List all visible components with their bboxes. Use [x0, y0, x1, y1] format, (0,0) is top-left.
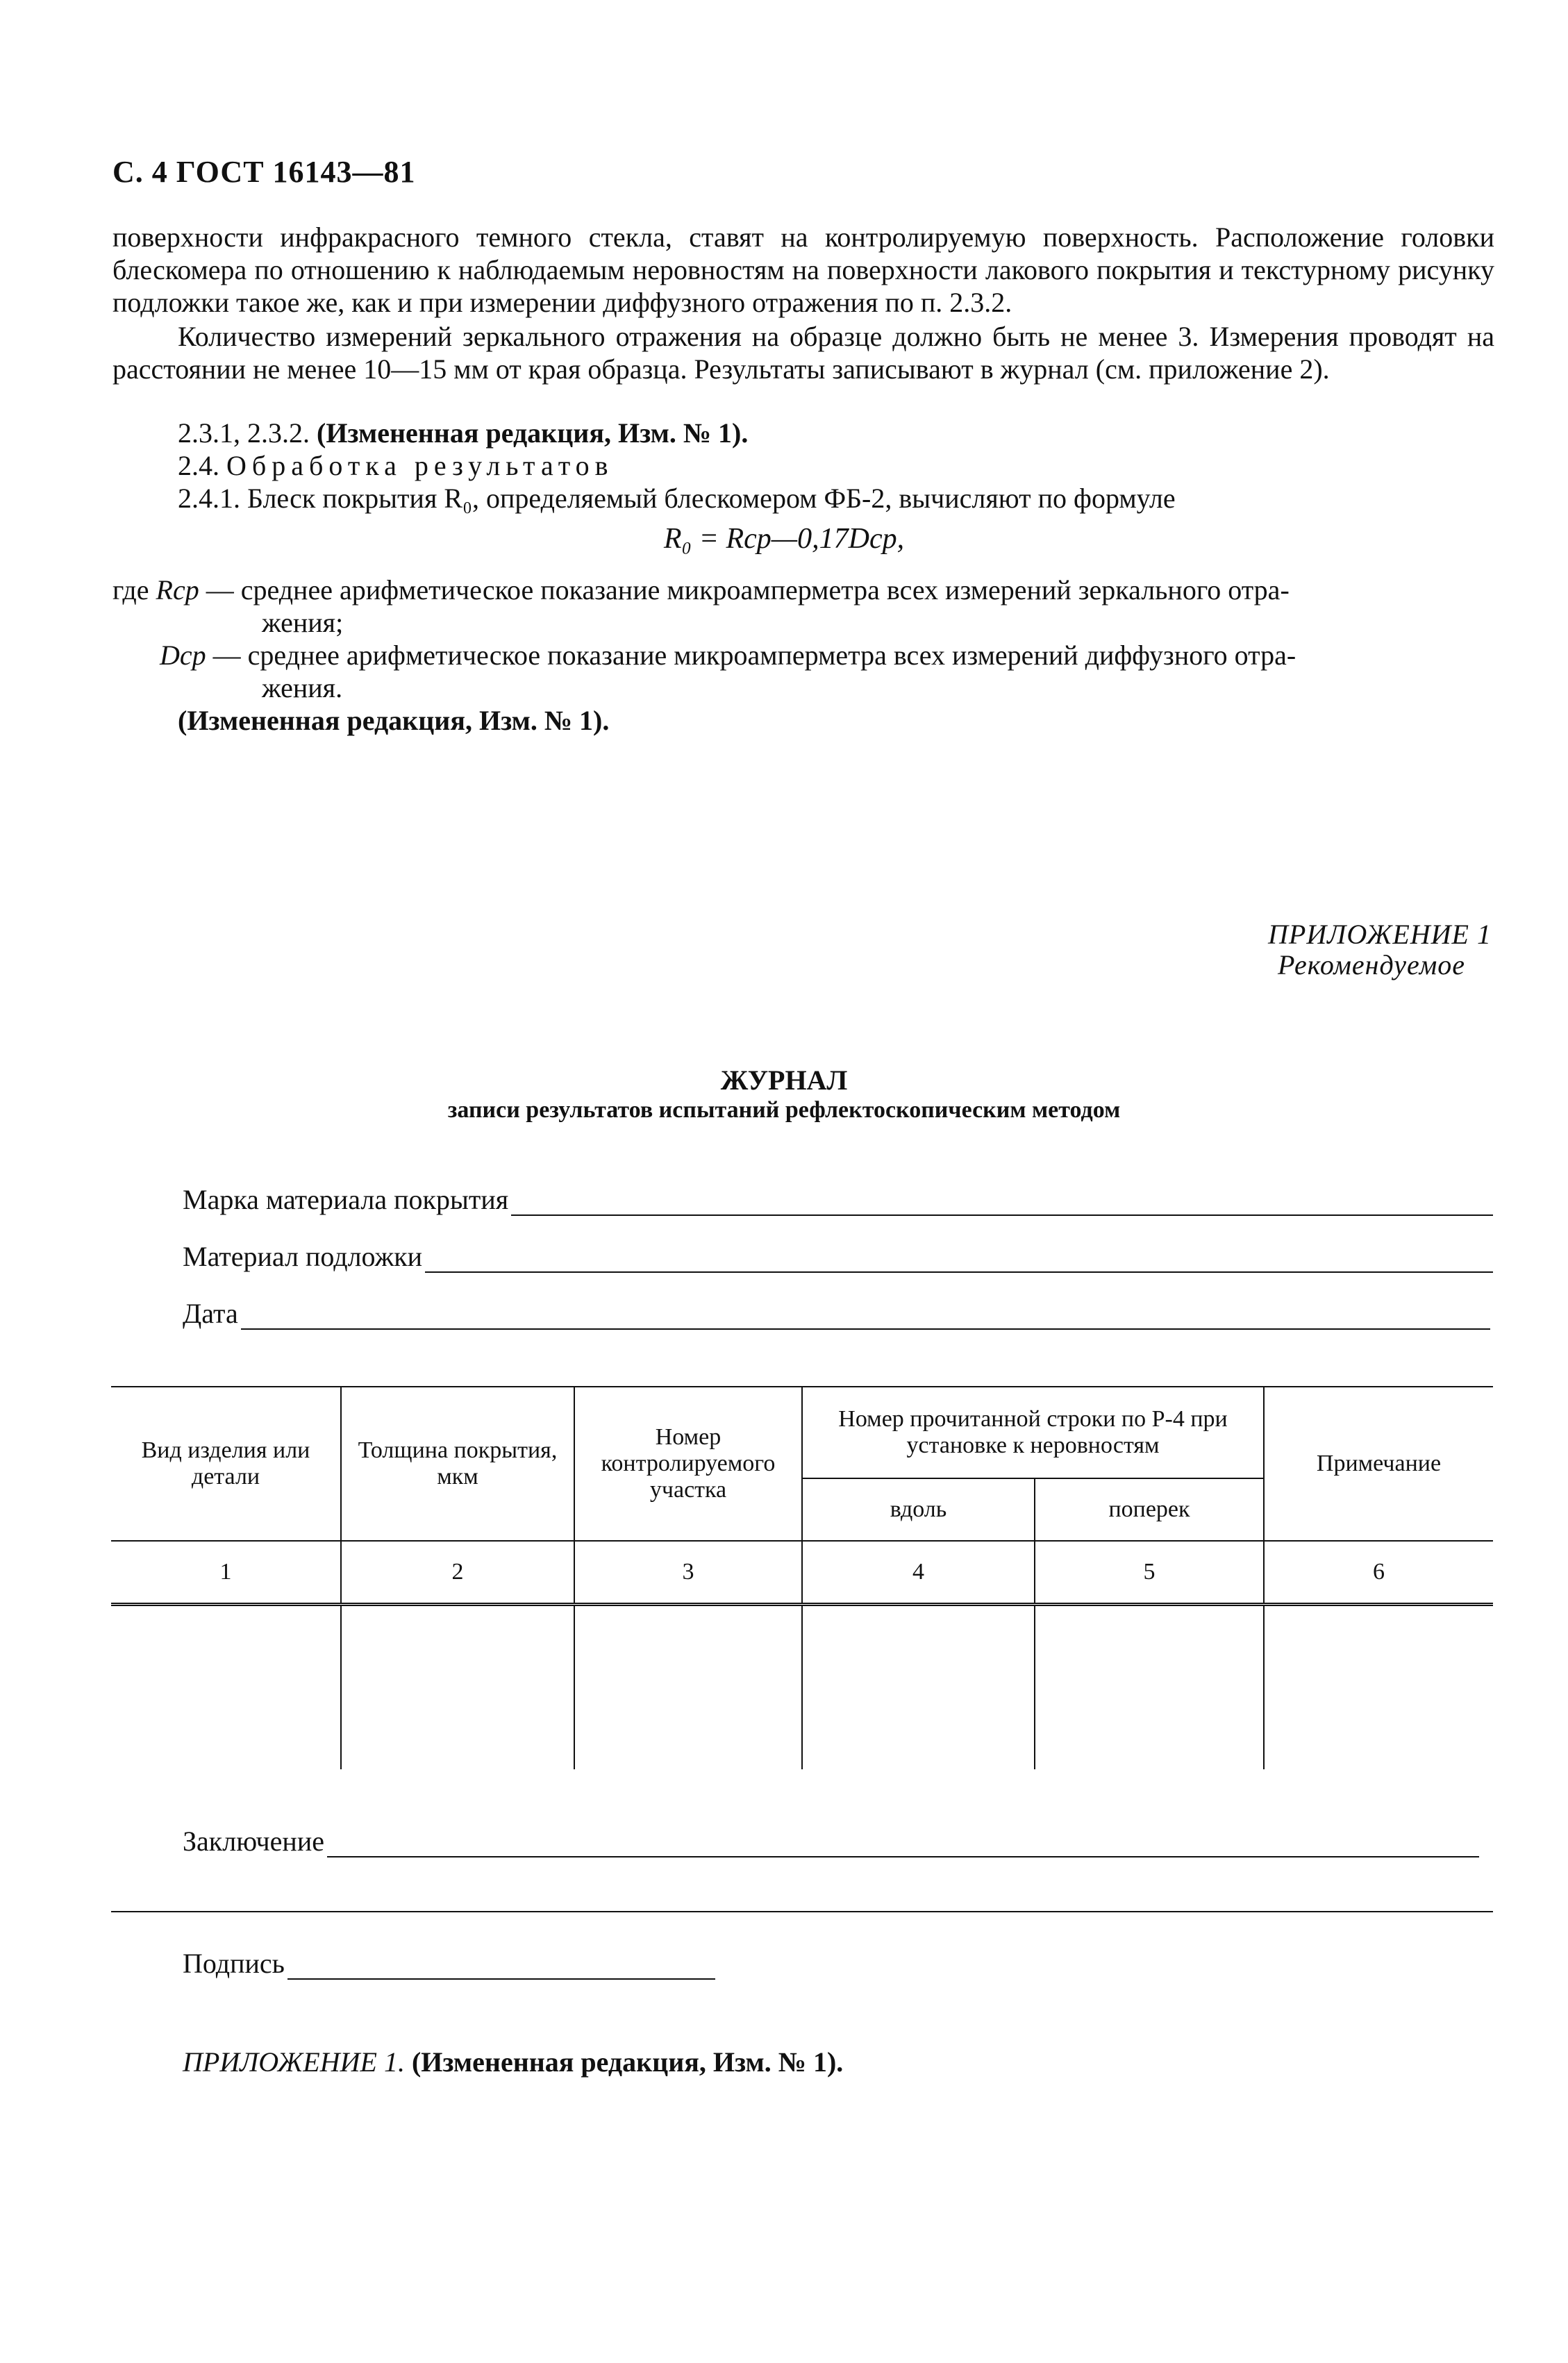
section-2-4 [178, 449, 614, 482]
col-number: 1 [111, 1541, 341, 1605]
journal-title: ЖУРНАЛ [720, 1064, 848, 1096]
definition-symbol: Dср [160, 640, 206, 671]
clause-number: 2.3.1, 2.3.2. [178, 417, 310, 449]
section-number: 2.4. [178, 450, 219, 481]
col-number: 6 [1264, 1541, 1493, 1605]
col-header-thickness: Толщина покрытия, мкм [341, 1387, 574, 1541]
definition-dsr [160, 639, 1296, 671]
col-header-note: Примечание [1264, 1387, 1493, 1541]
col-number: 3 [574, 1541, 802, 1605]
field-label: Дата [183, 1298, 238, 1329]
footer-amendment [183, 2046, 843, 2078]
fill-line[interactable] [425, 1251, 1493, 1273]
fill-line[interactable] [287, 1957, 715, 1980]
fill-line[interactable] [327, 1835, 1479, 1857]
field-conclusion [183, 1825, 1479, 1857]
field-label: Заключение [183, 1826, 324, 1857]
col-header-p4-line: Номер прочитанной строки по Р-4 при установке к неровностям [802, 1387, 1264, 1478]
journal-table [111, 1386, 1493, 1769]
definition-prefix: где [112, 574, 149, 606]
amendment-2-3 [178, 417, 748, 449]
col-header-item: Вид изделия или детали [111, 1387, 341, 1541]
field-label: Материал подложки [183, 1241, 423, 1272]
paragraph-1: поверхности инфракрасного темного стекла, ставят на контролируемую поверхность. Расположение головки блескомера по отношению к наблюдаемым неровностям на поверхности лакового покрытия и текстурному рисунку подложки такое же, как и при измерении диффузного отражения по п. 2.3.2. [112, 222, 1494, 318]
table-cell[interactable] [1035, 1605, 1264, 1770]
table-cell[interactable] [574, 1605, 802, 1770]
definition-text: среднее арифметическое показание микроамперметра всех измерений зеркального отра- [240, 574, 1290, 606]
field-date [183, 1297, 1490, 1330]
appendix-title: ПРИЛОЖЕНИЕ 1 [1268, 919, 1492, 950]
table-cell[interactable] [111, 1605, 341, 1770]
definition-rsr [112, 574, 1290, 606]
col-number: 4 [802, 1541, 1035, 1605]
definition-dash: — [212, 640, 241, 671]
table-cell[interactable] [341, 1605, 574, 1770]
col-header-area: Номер контролируемого участка [574, 1387, 802, 1541]
amendment-note: (Измененная редакция, Изм. № 1). [317, 417, 749, 449]
field-label: Подпись [183, 1948, 285, 1979]
definition-dsr-cont: жения. [262, 672, 343, 703]
definition-text: среднее арифметическое показание микроамперметра всех измерений диффузного отра- [247, 640, 1296, 671]
field-label: Марка материала покрытия [183, 1184, 509, 1215]
amendment-2-4: (Измененная редакция, Изм. № 1). [178, 705, 610, 736]
definition-rsr-cont: жения; [262, 607, 344, 638]
footer-amendment-note: (Измененная редакция, Изм. № 1). [411, 2046, 844, 2078]
page-header: С. 4 ГОСТ 16143—81 [112, 155, 416, 189]
fill-line[interactable] [511, 1194, 1493, 1216]
journal-subtitle: записи результатов испытаний рефлектоскопическим методом [447, 1097, 1121, 1123]
paragraph-2-4-1: 2.4.1. Блеск покрытия R₀, определяемый блескомером ФБ-2, вычисляют по формуле [178, 483, 1176, 514]
footer-appendix-ref: ПРИЛОЖЕНИЕ 1. [183, 2046, 405, 2078]
paragraph-2: Количество измерений зеркального отражения на образце должно быть не менее 3. Измерения проводят на расстоянии не менее 10—15 мм от края образца. Результаты записывают в журнал (см. приложение 2). [112, 321, 1494, 385]
definition-dash: — [206, 574, 234, 606]
col-number: 2 [341, 1541, 574, 1605]
section-title: Обработка результатов [226, 450, 614, 481]
definition-symbol: Rср [156, 574, 199, 606]
field-signature [183, 1947, 715, 1980]
conclusion-extra-line[interactable] [111, 1911, 1493, 1912]
gloss-formula: R₀ = Rср—0,17Dср, [663, 523, 905, 555]
col-header-across: поперек [1035, 1478, 1264, 1541]
table-cell[interactable] [1264, 1605, 1493, 1770]
fill-line[interactable] [241, 1308, 1490, 1330]
appendix-status: Рекомендуемое [1277, 949, 1465, 980]
field-coating-material [183, 1183, 1493, 1216]
col-header-along: вдоль [802, 1478, 1035, 1541]
col-number: 5 [1035, 1541, 1264, 1605]
table-cell[interactable] [802, 1605, 1035, 1770]
field-substrate [183, 1240, 1493, 1273]
